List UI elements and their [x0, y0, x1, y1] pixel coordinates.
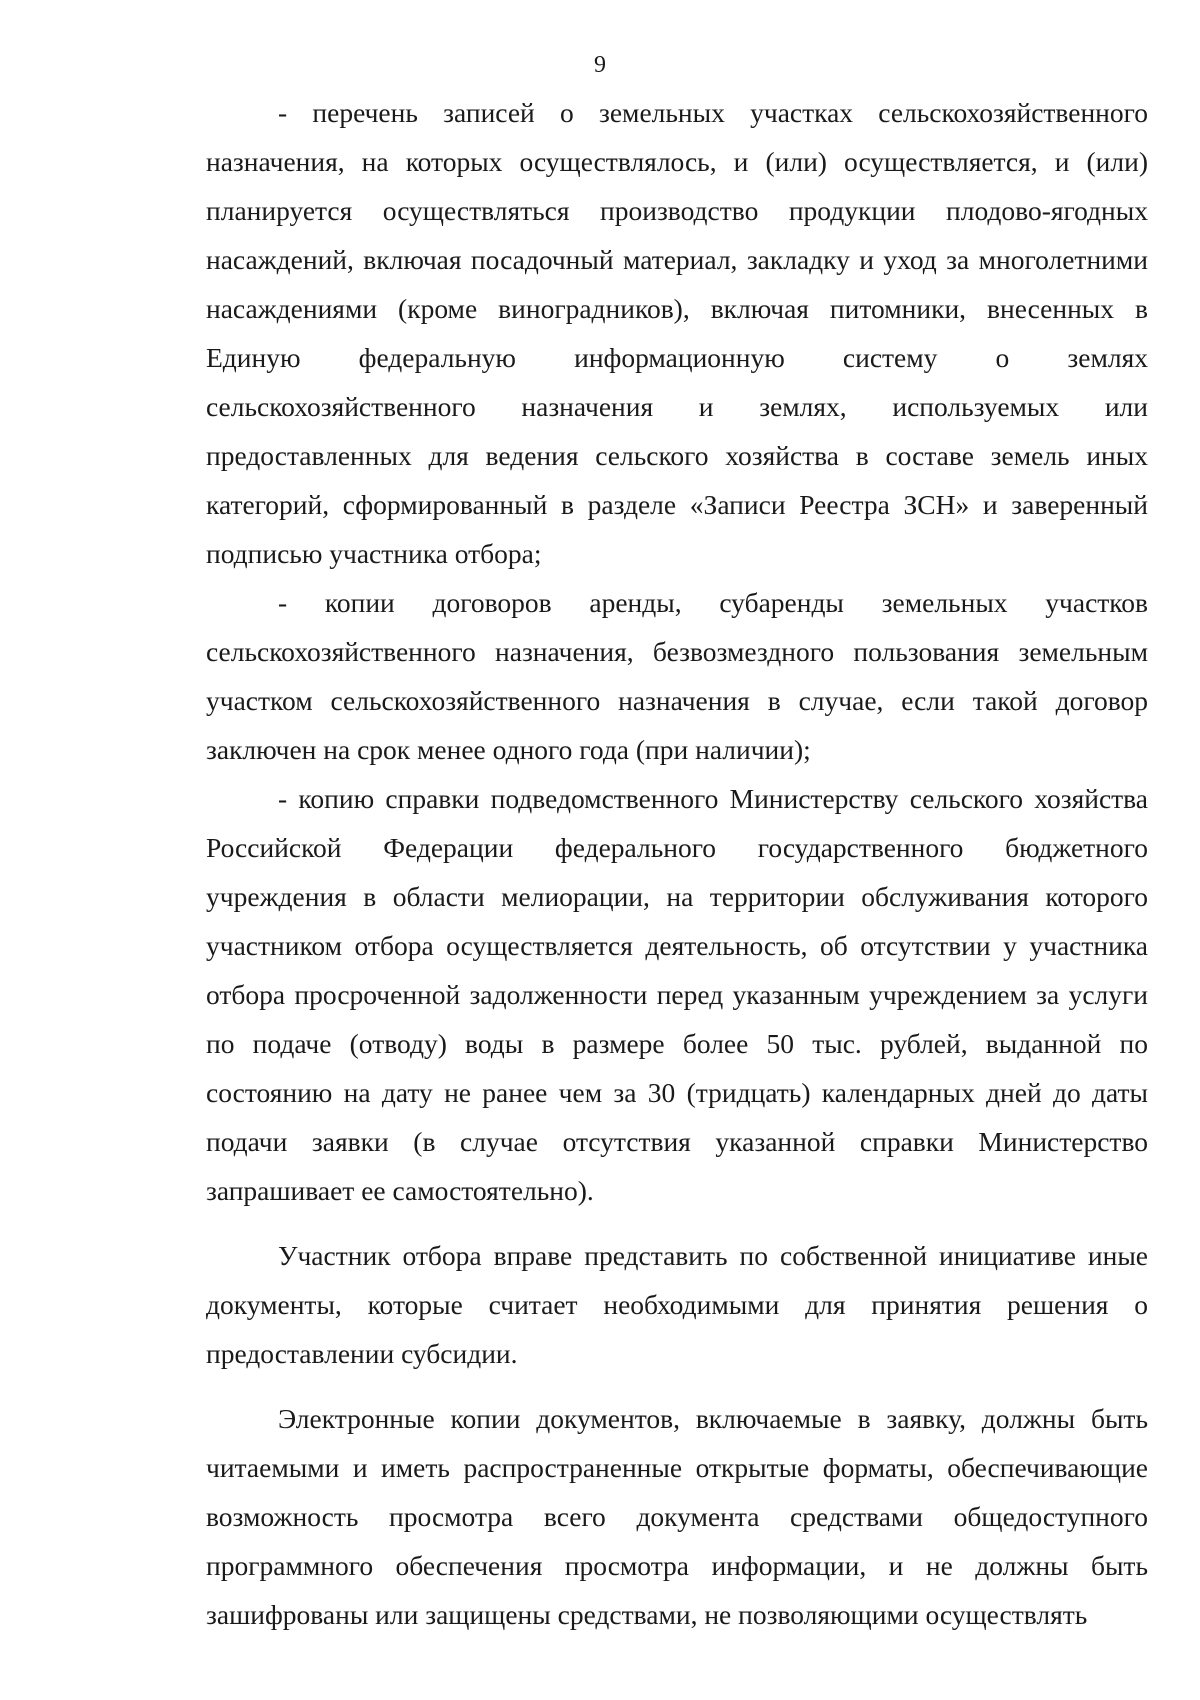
paragraph-additional-documents: Участник отбора вправе представить по собственной инициативе иные документы, которые считает необходимыми для принятия решения о предоставлении субсидии.	[206, 1240, 1148, 1369]
document-body	[206, 88, 1148, 1639]
page-number: 9	[594, 52, 606, 78]
paragraph-lease-contracts: - копии договоров аренды, субаренды земельных участков сельскохозяйственного назначения, безвозмездного пользования земельным участком сельскохозяйственного назначения в случае, если такой договор заключен на срок менее одного года (при наличии);	[206, 587, 1148, 765]
paragraph-land-records-list: - перечень записей о земельных участках сельскохозяйственного назначения, на которых осуществлялось, и (или) осуществляется, и (или) планируется осуществляться производство продукции плодово-ягодных насаждений, включая посадочный материал, закладку и уход за многолетними насаждениями (кроме виноградников), включая питомники, внесенных в Единую федеральную информационную систему о землях сельскохозяйственного назначения и землях, используемых или предоставленных для ведения сельского хозяйства в составе земель иных категорий, сформированный в разделе «Записи Реестра ЗСН» и заверенный подписью участника отбора;	[206, 97, 1148, 569]
paragraph-melioration-certificate: - копию справки подведомственного Министерству сельского хозяйства Российской Федерации федерального государственного бюджетного учреждения в области мелиорации, на территории обслуживания которого участником отбора осуществляется деятельность, об отсутствии у участника отбора просроченной задолженности перед указанным учреждением за услуги по подаче (отводу) воды в размере более 50 тыс. рублей, выданной по состоянию на дату не ранее чем за 30 (тридцать) календарных дней до даты подачи заявки (в случае отсутствия указанной справки Министерство запрашивает ее самостоятельно).	[206, 783, 1148, 1206]
paragraph-electronic-copies: Электронные копии документов, включаемые в заявку, должны быть читаемыми и иметь распространенные открытые форматы, обеспечивающие возможность просмотра всего документа средствами общедоступного программного обеспечения просмотра информации, и не должны быть зашифрованы или защищены средствами, не позволяющими осуществлять	[206, 1403, 1148, 1630]
